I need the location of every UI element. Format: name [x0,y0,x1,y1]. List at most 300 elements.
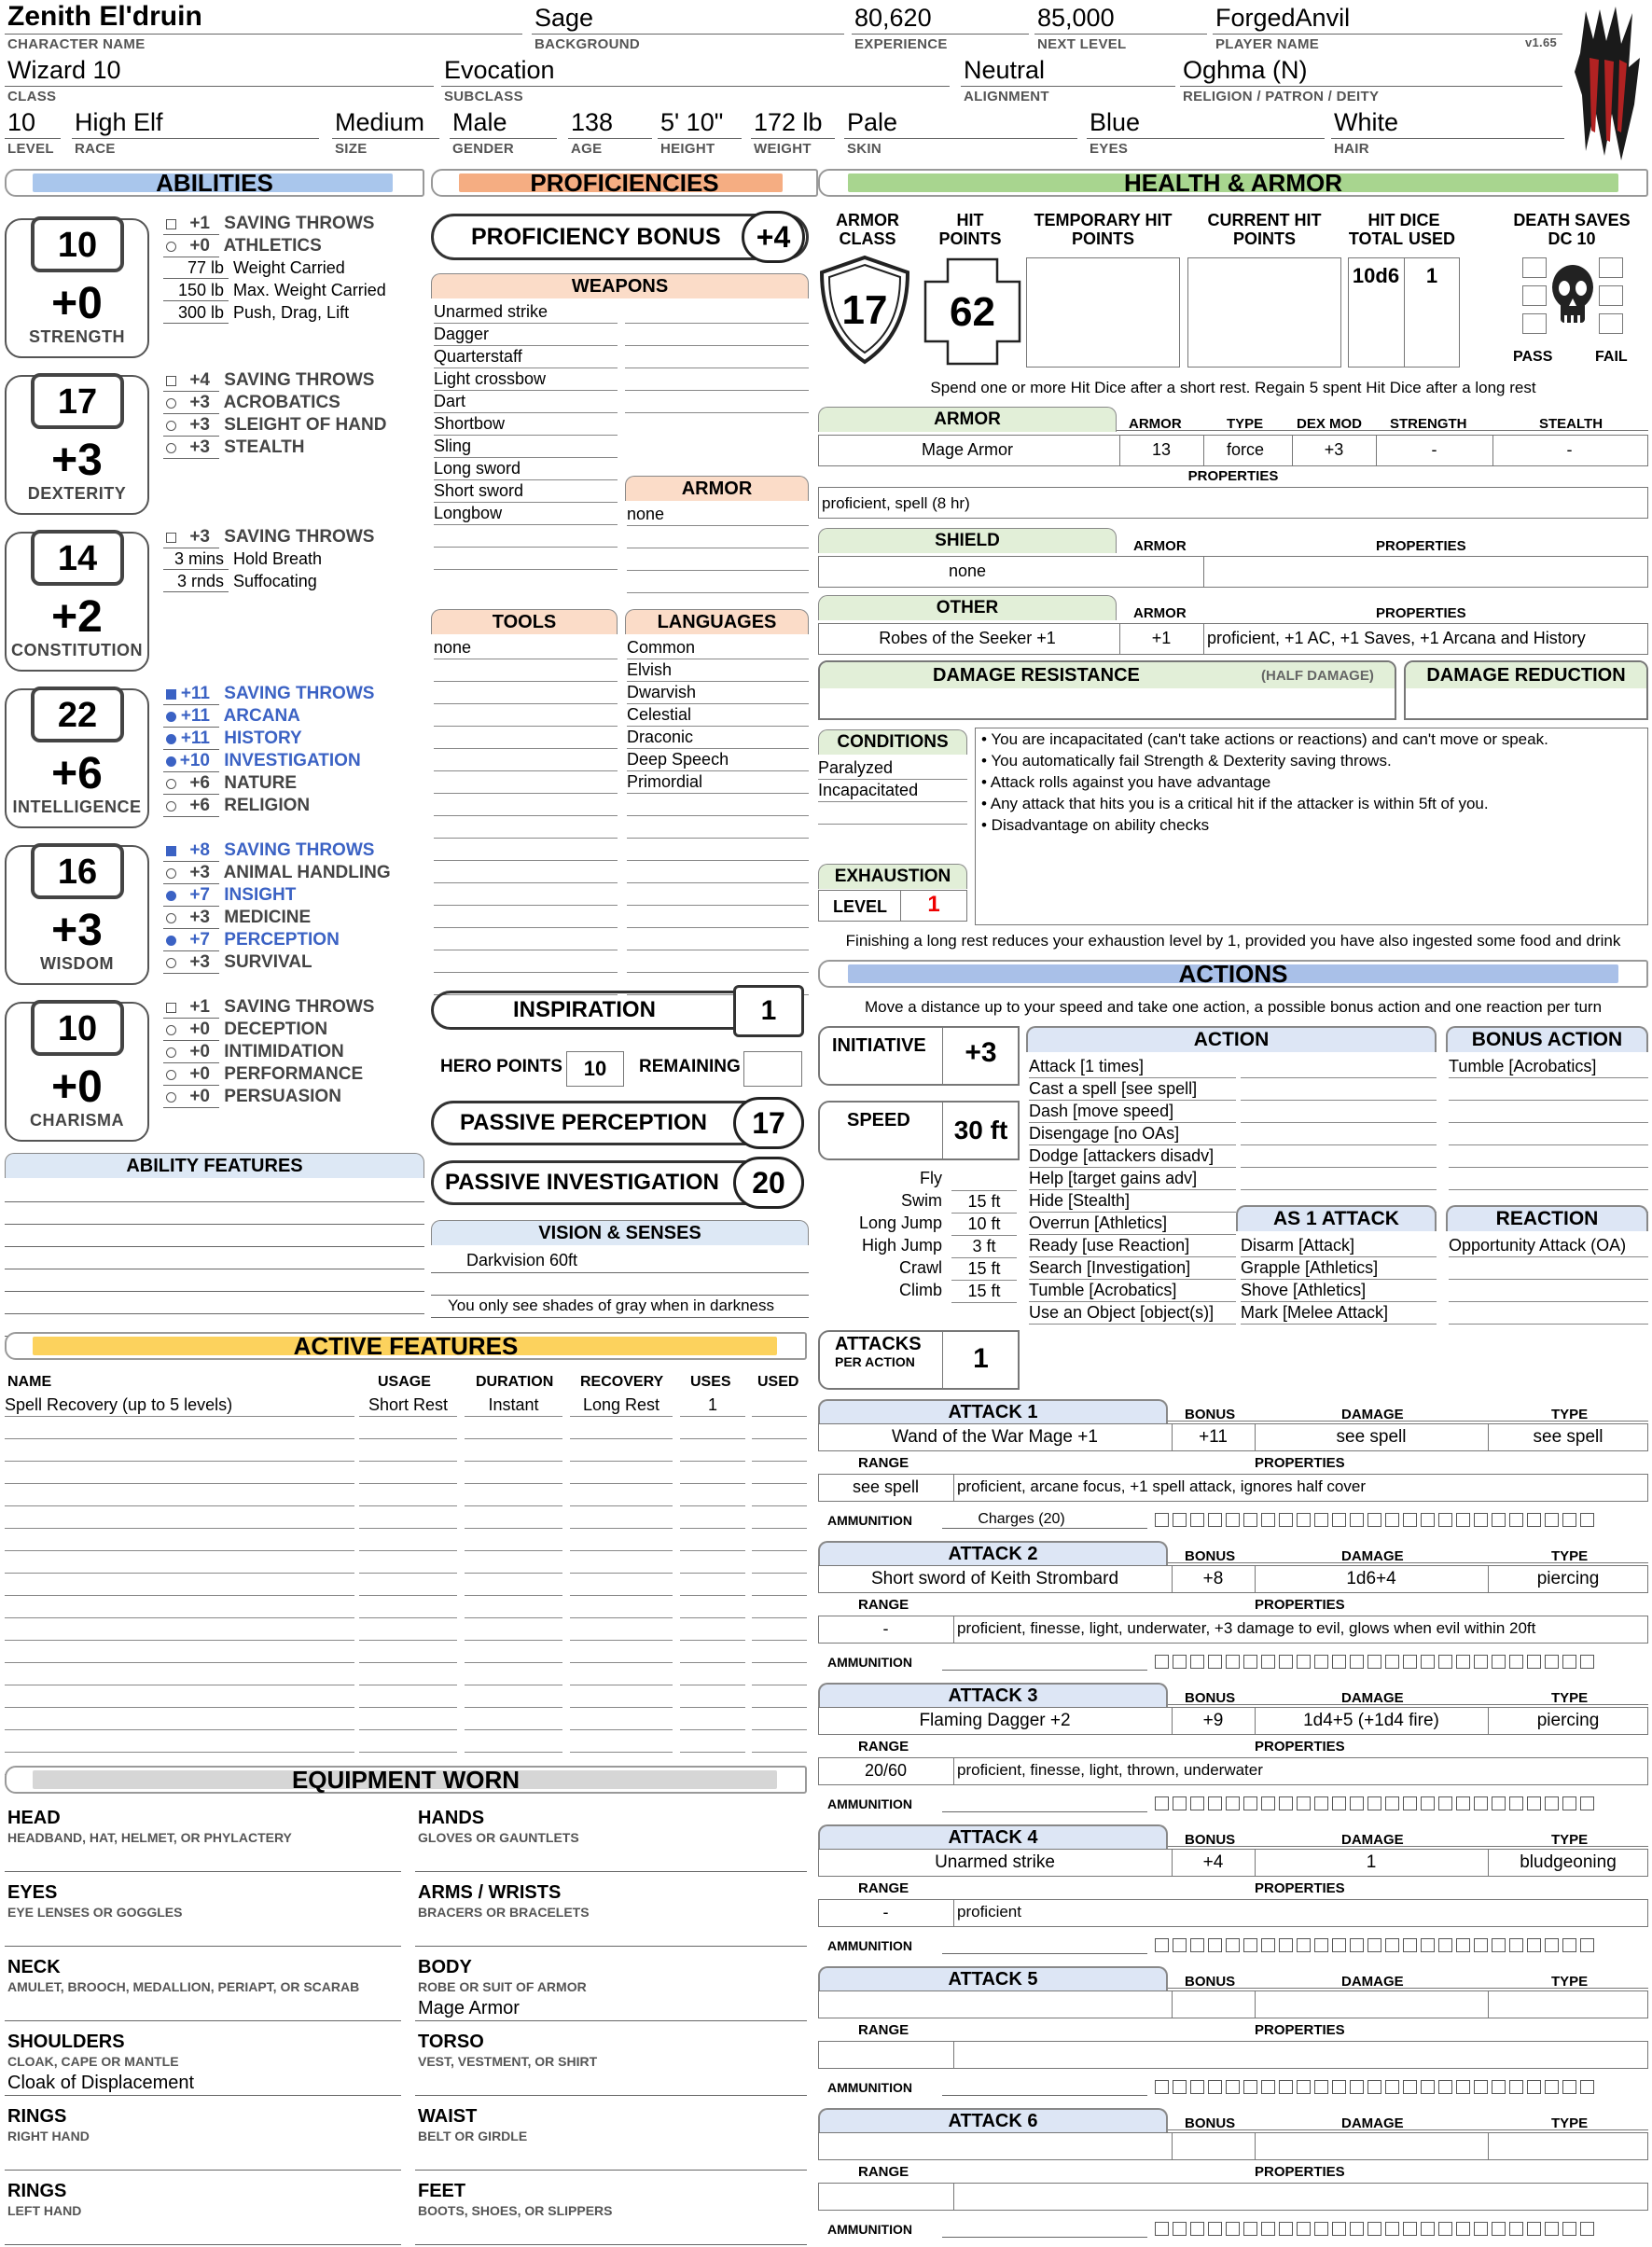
feature-uses[interactable] [680,1708,745,1730]
weapon-item[interactable] [434,548,618,570]
action-item[interactable]: Hide [Stealth] [1029,1190,1236,1213]
ammo-checkbox[interactable] [1226,1796,1240,1810]
feature-name[interactable]: Spell Recovery (up to 5 levels) [5,1394,354,1417]
bonus-action-item[interactable] [1449,1078,1648,1101]
ammo-checkbox[interactable] [1350,2080,1364,2094]
ammo-checkbox[interactable] [1456,1938,1470,1952]
language-item[interactable] [627,839,809,861]
ammo-checkbox[interactable] [1527,1938,1541,1952]
ammo-checkbox[interactable] [1297,1938,1311,1952]
int-score[interactable]: 22 [31,687,124,742]
ammo-checkbox[interactable] [1474,1655,1488,1669]
move-value[interactable]: 15 ft [951,1258,1017,1281]
ammo-checkbox[interactable] [1492,2222,1506,2236]
ammo-checkbox[interactable] [1297,2222,1311,2236]
feature-name[interactable] [5,1596,354,1618]
weapon-item[interactable]: Sling [434,436,618,458]
ds-pass-3[interactable] [1522,313,1547,334]
ammo-checkbox[interactable] [1314,1796,1328,1810]
action-item[interactable]: Attack [1 times] [1029,1056,1236,1078]
feature-usage[interactable] [359,1574,457,1596]
action-item[interactable]: Dodge [attackers disadv] [1029,1145,1236,1168]
ds-pass-1[interactable] [1522,257,1547,278]
ammo-checkbox[interactable] [1421,2222,1435,2236]
feature-uses[interactable] [680,1618,745,1641]
feature-duration[interactable] [465,1730,562,1753]
feature-usage[interactable] [359,1596,457,1618]
ammo-checkbox[interactable] [1332,2080,1346,2094]
action-item[interactable]: Use an Object [object(s)] [1029,1302,1236,1325]
ds-pass-2[interactable] [1522,285,1547,306]
ammo-checkbox[interactable] [1509,2222,1523,2236]
feature-name[interactable] [5,1708,354,1730]
ability-feature-line[interactable] [5,1246,424,1247]
ammo-checkbox[interactable] [1314,2222,1328,2236]
as1-item[interactable]: Mark [Melee Attack] [1241,1302,1437,1325]
ammo-checkbox[interactable] [1155,2080,1169,2094]
ammo-checkbox[interactable] [1421,1796,1435,1810]
eyes-value[interactable]: Blue [1090,108,1141,136]
ammo-checkbox[interactable] [1332,1655,1346,1669]
feature-usage[interactable] [359,1484,457,1506]
feature-usage[interactable]: Short Rest [359,1394,457,1417]
feature-usage[interactable] [359,1506,457,1529]
language-item[interactable] [627,883,809,906]
feature-used[interactable] [752,1663,807,1685]
feature-duration[interactable] [465,1506,562,1529]
feature-recovery[interactable] [570,1506,673,1529]
subclass-value[interactable]: Evocation [444,56,555,84]
ammo-checkbox[interactable] [1243,1655,1257,1669]
ammo-checkbox[interactable] [1562,1796,1576,1810]
action-item[interactable] [1241,1056,1437,1078]
action-item[interactable] [1241,1145,1437,1168]
inspiration-value[interactable]: 1 [733,985,804,1037]
hd-total-value[interactable]: 10d6 [1352,264,1400,287]
ammo-checkbox[interactable] [1509,1796,1523,1810]
feature-used[interactable] [752,1417,807,1439]
action-item[interactable]: Dash [move speed] [1029,1101,1236,1123]
bonus-action-item[interactable] [1449,1168,1648,1190]
feature-usage[interactable] [359,1618,457,1641]
feature-name[interactable] [5,1506,354,1529]
hero-points-value[interactable]: 10 [566,1051,624,1087]
ammo-checkbox[interactable] [1350,1938,1364,1952]
ammo-checkbox[interactable] [1243,1938,1257,1952]
ammo-checkbox[interactable] [1438,1796,1452,1810]
feature-duration[interactable] [465,1574,562,1596]
weapon-item[interactable]: Dagger [434,324,618,346]
feature-used[interactable] [752,1394,807,1417]
ammo-checkbox[interactable] [1279,1513,1293,1527]
ability-feature-line[interactable] [5,1291,424,1292]
tool-item[interactable] [434,928,618,950]
language-item[interactable]: Elvish [627,659,809,682]
ammo-checkbox[interactable] [1190,1796,1204,1810]
ammo-checkbox[interactable] [1173,1796,1187,1810]
language-item[interactable]: Dwarvish [627,682,809,704]
weight-value[interactable]: 172 lb [754,108,823,136]
armor-prof-item[interactable] [627,526,809,548]
hero-remaining-value[interactable] [743,1051,802,1087]
feature-uses[interactable] [680,1529,745,1551]
feature-usage[interactable] [359,1708,457,1730]
feature-uses[interactable] [680,1685,745,1708]
as1-item[interactable]: Disarm [Attack] [1241,1235,1437,1257]
ammo-checkbox[interactable] [1474,1796,1488,1810]
initiative-value[interactable]: +3 [965,1037,997,1068]
ammo-checkbox[interactable] [1332,2222,1346,2236]
language-item[interactable] [627,816,809,839]
dex-score[interactable]: 17 [31,373,124,429]
feature-recovery[interactable] [570,1730,673,1753]
background-value[interactable]: Sage [534,4,594,32]
ammo-checkbox[interactable] [1155,1796,1169,1810]
height-value[interactable]: 5' 10" [660,108,724,136]
ammo-checkbox[interactable] [1367,1796,1381,1810]
ammo-checkbox[interactable] [1403,1513,1417,1527]
experience-value[interactable]: 80,620 [854,4,932,32]
ds-fail-2[interactable] [1599,285,1623,306]
size-value[interactable]: Medium [335,108,425,136]
feature-name[interactable] [5,1551,354,1574]
ammo-checkbox[interactable] [1421,2080,1435,2094]
ammo-checkbox[interactable] [1492,1655,1506,1669]
passive-perception-value[interactable]: 17 [733,1097,804,1149]
weapon-item[interactable] [625,301,809,324]
bonus-action-item[interactable] [1449,1145,1648,1168]
feature-recovery[interactable] [570,1641,673,1663]
bonus-action-item[interactable] [1449,1101,1648,1123]
feature-used[interactable] [752,1596,807,1618]
hair-value[interactable]: White [1334,108,1399,136]
ammo-checkbox[interactable] [1243,1513,1257,1527]
character-name-value[interactable]: Zenith El'druin [7,1,202,32]
feature-used[interactable] [752,1730,807,1753]
weapon-item[interactable]: Short sword [434,480,618,503]
ammo-checkbox[interactable] [1367,1938,1381,1952]
tool-item[interactable] [434,839,618,861]
ammo-checkbox[interactable] [1403,2222,1417,2236]
feature-uses[interactable] [680,1641,745,1663]
ammo-checkbox[interactable] [1314,1938,1328,1952]
feature-used[interactable] [752,1484,807,1506]
ammo-checkbox[interactable] [1350,1513,1364,1527]
ammo-checkbox[interactable] [1367,2080,1381,2094]
move-value[interactable] [951,1169,1017,1191]
ammo-checkbox[interactable] [1190,2222,1204,2236]
ammo-checkbox[interactable] [1332,1796,1346,1810]
feature-used[interactable] [752,1551,807,1574]
ammo-checkbox[interactable] [1226,1513,1240,1527]
feature-recovery[interactable] [570,1574,673,1596]
move-value[interactable]: 15 ft [951,1281,1017,1303]
ammo-checkbox[interactable] [1438,2222,1452,2236]
ammo-checkbox[interactable] [1261,1938,1275,1952]
apa-value[interactable]: 1 [973,1343,989,1374]
ammo-checkbox[interactable] [1562,2080,1576,2094]
tool-item[interactable] [434,727,618,749]
feature-name[interactable] [5,1618,354,1641]
weapon-item[interactable]: Unarmed strike [434,301,618,324]
weapon-item[interactable] [625,391,809,413]
move-value[interactable]: 3 ft [951,1236,1017,1258]
weapon-item[interactable]: Light crossbow [434,368,618,391]
ammo-checkbox[interactable] [1208,1655,1222,1669]
ds-fail-3[interactable] [1599,313,1623,334]
ammo-checkbox[interactable] [1580,1938,1594,1952]
feature-uses[interactable] [680,1506,745,1529]
ammo-checkbox[interactable] [1580,1513,1594,1527]
ammo-checkbox[interactable] [1190,1938,1204,1952]
feature-used[interactable] [752,1529,807,1551]
weapon-item[interactable] [625,368,809,391]
feature-usage[interactable] [359,1685,457,1708]
weapon-item[interactable]: Dart [434,391,618,413]
ammo-checkbox[interactable] [1527,1796,1541,1810]
feature-uses[interactable] [680,1439,745,1462]
feature-uses[interactable] [680,1730,745,1753]
feature-name[interactable] [5,1417,354,1439]
action-item[interactable] [1241,1078,1437,1101]
feature-usage[interactable] [359,1641,457,1663]
action-item[interactable] [1241,1101,1437,1123]
ammo-checkbox[interactable] [1173,1655,1187,1669]
ammo-checkbox[interactable] [1190,1655,1204,1669]
ammo-checkbox[interactable] [1492,1938,1506,1952]
level-value[interactable]: 10 [7,108,36,136]
language-item[interactable]: Draconic [627,727,809,749]
ammo-checkbox[interactable] [1545,1655,1559,1669]
ammo-checkbox[interactable] [1208,1796,1222,1810]
feature-usage[interactable] [359,1439,457,1462]
weapon-item[interactable]: Long sword [434,458,618,480]
ammo-checkbox[interactable] [1421,1938,1435,1952]
feature-duration[interactable] [465,1439,562,1462]
skin-value[interactable]: Pale [847,108,898,136]
feature-used[interactable] [752,1462,807,1484]
alignment-value[interactable]: Neutral [964,56,1046,84]
armor-prof-item[interactable] [627,571,809,593]
ammo-checkbox[interactable] [1421,1655,1435,1669]
ammo-checkbox[interactable] [1190,2080,1204,2094]
ds-fail-1[interactable] [1599,257,1623,278]
passive-investigation-value[interactable]: 20 [733,1157,804,1209]
ammo-checkbox[interactable] [1509,1938,1523,1952]
ammo-checkbox[interactable] [1261,2222,1275,2236]
reaction-item[interactable] [1449,1302,1648,1325]
action-item[interactable]: Disengage [no OAs] [1029,1123,1236,1145]
ammo-checkbox[interactable] [1545,1513,1559,1527]
tool-item[interactable] [434,816,618,839]
feature-name[interactable] [5,1439,354,1462]
proficiency-bonus-value[interactable]: +4 [742,211,805,263]
action-item[interactable] [1241,1168,1437,1190]
ammo-checkbox[interactable] [1243,2222,1257,2236]
feature-uses[interactable] [680,1574,745,1596]
feature-used[interactable] [752,1708,807,1730]
ammo-checkbox[interactable] [1580,2222,1594,2236]
feature-usage[interactable] [359,1529,457,1551]
ammo-checkbox[interactable] [1332,1938,1346,1952]
ammo-checkbox[interactable] [1403,1655,1417,1669]
action-item[interactable]: Tumble [Acrobatics] [1029,1280,1236,1302]
feature-uses[interactable] [680,1663,745,1685]
feature-recovery[interactable] [570,1663,673,1685]
tool-item[interactable] [434,883,618,906]
age-value[interactable]: 138 [571,108,614,136]
ammo-checkbox[interactable] [1438,1513,1452,1527]
ammo-checkbox[interactable] [1545,2222,1559,2236]
ammo-checkbox[interactable] [1208,2080,1222,2094]
ammo-checkbox[interactable] [1438,2080,1452,2094]
player-name-value[interactable]: ForgedAnvil [1215,4,1351,32]
language-item[interactable]: Deep Speech [627,749,809,771]
ammo-checkbox[interactable] [1261,2080,1275,2094]
ammo-checkbox[interactable] [1173,1513,1187,1527]
hd-used-value[interactable]: 1 [1425,264,1438,287]
current-hp-box[interactable] [1187,257,1341,368]
race-value[interactable]: High Elf [75,108,163,136]
feature-used[interactable] [752,1439,807,1462]
action-item[interactable]: Help [target gains adv] [1029,1168,1236,1190]
feature-recovery[interactable] [570,1529,673,1551]
feature-usage[interactable] [359,1417,457,1439]
armor-prof-item[interactable]: none [627,504,809,526]
ammo-checkbox[interactable] [1403,1938,1417,1952]
feature-name[interactable] [5,1484,354,1506]
feature-duration[interactable] [465,1529,562,1551]
ammo-checkbox[interactable] [1474,2222,1488,2236]
armor-prof-item[interactable] [627,548,809,571]
weapon-item[interactable]: Quarterstaff [434,346,618,368]
ammo-checkbox[interactable] [1279,1655,1293,1669]
condition-2[interactable] [818,802,967,825]
feature-used[interactable] [752,1641,807,1663]
ammo-checkbox[interactable] [1456,2080,1470,2094]
feature-duration[interactable] [465,1685,562,1708]
weapon-item[interactable]: Shortbow [434,413,618,436]
ammo-checkbox[interactable] [1314,1513,1328,1527]
ammo-checkbox[interactable] [1403,1796,1417,1810]
feature-name[interactable] [5,1529,354,1551]
attack-row[interactable] [818,1990,1648,2018]
feature-duration[interactable] [465,1551,562,1574]
ammo-checkbox[interactable] [1385,1938,1399,1952]
ammo-checkbox[interactable] [1314,1655,1328,1669]
ammo-checkbox[interactable] [1474,1938,1488,1952]
feature-name[interactable] [5,1574,354,1596]
condition-0[interactable]: Paralyzed [818,757,967,780]
attack-range-row[interactable] [818,2183,1648,2211]
weapon-item[interactable] [434,525,618,548]
feature-recovery[interactable] [570,1462,673,1484]
ability-feature-line[interactable] [5,1224,424,1225]
feature-uses[interactable]: 1 [680,1394,745,1417]
feature-duration[interactable] [465,1484,562,1506]
ammo-checkbox[interactable] [1562,1938,1576,1952]
action-item[interactable] [1241,1123,1437,1145]
ammo-checkbox[interactable] [1527,2222,1541,2236]
ammo-checkbox[interactable] [1226,2080,1240,2094]
ammo-checkbox[interactable] [1155,1655,1169,1669]
ammo-checkbox[interactable] [1509,2080,1523,2094]
tool-item[interactable] [434,749,618,771]
ammo-checkbox[interactable] [1562,1655,1576,1669]
ammo-checkbox[interactable] [1492,1796,1506,1810]
feature-recovery[interactable] [570,1417,673,1439]
language-item[interactable] [627,861,809,883]
ammo-checkbox[interactable] [1385,1796,1399,1810]
ammo-checkbox[interactable] [1456,1513,1470,1527]
ammo-checkbox[interactable] [1350,1796,1364,1810]
language-item[interactable]: Common [627,637,809,659]
bonus-action-item[interactable] [1449,1123,1648,1145]
ammo-checkbox[interactable] [1173,1938,1187,1952]
ammo-checkbox[interactable] [1509,1513,1523,1527]
ammo-checkbox[interactable] [1367,1655,1381,1669]
equip-shoulders-value[interactable]: Cloak of Displacement [7,2073,195,2093]
ammo-checkbox[interactable] [1367,1513,1381,1527]
feature-duration[interactable]: Instant [465,1394,562,1417]
class-value[interactable]: Wizard 10 [7,56,121,84]
ammo-checkbox[interactable] [1261,1513,1275,1527]
ammo-checkbox[interactable] [1155,1513,1169,1527]
feature-uses[interactable] [680,1417,745,1439]
bonus-action-item[interactable]: Tumble [Acrobatics] [1449,1056,1648,1078]
feature-used[interactable] [752,1685,807,1708]
next-level-value[interactable]: 85,000 [1037,4,1115,32]
ammo-checkbox[interactable] [1385,1655,1399,1669]
ammo-checkbox[interactable] [1279,1796,1293,1810]
ammo-checkbox[interactable] [1385,1513,1399,1527]
ammo-checkbox[interactable] [1438,1938,1452,1952]
ability-feature-line[interactable] [5,1201,424,1202]
str-score[interactable]: 10 [31,216,124,272]
ammo-checkbox[interactable] [1155,1938,1169,1952]
feature-recovery[interactable] [570,1708,673,1730]
feature-duration[interactable] [465,1462,562,1484]
ammo-checkbox[interactable] [1456,1796,1470,1810]
ammo-checkbox[interactable] [1350,1655,1364,1669]
ammo-checkbox[interactable] [1297,2080,1311,2094]
tool-item[interactable] [434,794,618,816]
feature-recovery[interactable] [570,1596,673,1618]
feature-recovery[interactable] [570,1484,673,1506]
feature-used[interactable] [752,1574,807,1596]
ammo-checkbox[interactable] [1297,1513,1311,1527]
ammo-checkbox[interactable] [1297,1655,1311,1669]
feature-recovery[interactable] [570,1618,673,1641]
ammo-checkbox[interactable] [1580,1796,1594,1810]
feature-duration[interactable] [465,1596,562,1618]
feature-name[interactable] [5,1641,354,1663]
feature-recovery[interactable] [570,1551,673,1574]
ammo-checkbox[interactable] [1279,2080,1293,2094]
ammo-checkbox[interactable] [1261,1655,1275,1669]
con-score[interactable]: 14 [31,530,124,586]
move-value[interactable]: 15 ft [951,1191,1017,1214]
language-item[interactable]: Celestial [627,704,809,727]
feature-duration[interactable] [465,1641,562,1663]
feature-used[interactable] [752,1618,807,1641]
exhaustion-level-value[interactable]: 1 [927,892,940,917]
vision-value[interactable]: Darkvision 60ft [466,1251,578,1269]
feature-name[interactable] [5,1685,354,1708]
ammo-checkbox[interactable] [1421,1513,1435,1527]
ammo-checkbox[interactable] [1456,1655,1470,1669]
language-item[interactable] [627,794,809,816]
